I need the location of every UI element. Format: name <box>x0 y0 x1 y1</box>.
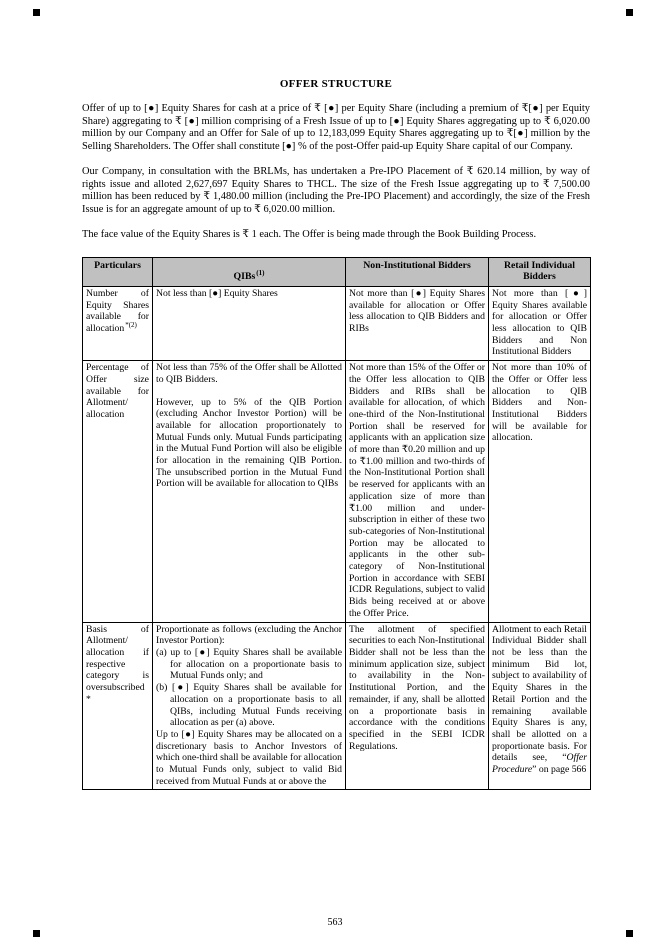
rib-basis-text-start: Allotment to each Retail Individual Bidder shall not be less than the minimum Bid lot, subject to availability of Equity Shares in the Retail Portion and the remaining available Equity Shares is any, shall be allotted on a proportionate basis. For details see, “ <box>492 623 587 764</box>
page-number: 563 <box>327 917 343 928</box>
particulars-text: Number of Equity Shares available for allocation <box>86 287 149 335</box>
cell-qib-number-of-shares: Not less than [●] Equity Shares <box>153 286 346 360</box>
cell-qib-percentage: Not less than 75% of the Offer shall be Allotted to QIB Bidders. However, up to 5% of the QIB Portion (excluding Anchor Investor Portion) will be available for allocation proportionately to Mutual Funds only. Mutual Funds participating in the Mutual Fund Portion will also be eligible for allocation in the remaining QIB Portion. The unsubscribed portion in the Mutual Fund Portion will be available for allocation to QIBs <box>153 361 346 622</box>
rib-basis-text-end: ” on page 566 <box>532 764 587 776</box>
header-qibs-footnote-marker: (1) <box>256 268 265 277</box>
cell-rib-percentage: Not more than 10% of the Offer or Offer less allocation to QIB Bidders and Non-Institutional Bidders will be available for allocation. <box>489 361 591 622</box>
crop-mark-bottom-left <box>33 930 40 937</box>
cell-rib-number-of-shares: Not more than [●] Equity Shares available for allocation or Offer less allocation to QIB Bidders and Non Institutional Bidders <box>489 286 591 360</box>
table-header-row <box>83 257 591 286</box>
table-row-percentage-of-offer <box>83 361 591 622</box>
cell-nib-basis: The allotment of specified securities to each Non-Institutional Bidder shall not be less than the minimum application size, subject to availability in the Non-Institutional Portion, and the remainder, if any, shall be allotted on a proportionate basis in accordance with the conditions specified in the SEBI ICDR Regulations. <box>346 622 489 790</box>
crop-mark-top-right <box>626 9 633 16</box>
crop-mark-bottom-right <box>626 930 633 937</box>
table-row-number-of-shares <box>83 286 591 360</box>
cell-particulars-percentage: Percentage of Offer size available for Allotment/ allocation <box>83 361 153 622</box>
offer-structure-table <box>82 257 591 791</box>
crop-mark-top-left <box>33 9 40 16</box>
rib-basis-offer-procedure-reference: Offer Procedure <box>492 752 587 776</box>
pre-ipo-placement-paragraph: Our Company, in consultation with the BRLMs, has undertaken a Pre-IPO Placement of ₹ 620.14 million, by way of rights issue and alloted 2,627,697 Equity Shares to THCL. The size of the Fresh Issue aggregating up to ₹ 7,500.00 million has been reduced by ₹ 1,480.00 million (including the Pre-IPO Placement) and accordingly, the size of the Fresh Issue is for an aggregate amount of up to ₹ 6,020.00 million. <box>82 166 590 215</box>
offer-summary-paragraph: Offer of up to [●] Equity Shares for cash at a price of ₹ [●] per Equity Share (including a premium of ₹[●] per Equity Share) aggregating to ₹ [●] million comprising of a Fresh Issue of up to [●] Equity Shares aggregating up to ₹ 6,020.00 million by our Company and an Offer for Sale of up to 12,183,099 Equity Shares aggregating up to ₹[●] million by the Selling Shareholders. The Offer shall constitute [●] % of the post-Offer paid-up Equity Share capital of our Company. <box>82 103 590 152</box>
cell-particulars-number-of-shares <box>83 286 153 360</box>
face-value-paragraph: The face value of the Equity Shares is ₹ 1 each. The Offer is being made through the Book Building Process. <box>82 229 537 240</box>
header-retail-individual-bidders: Retail Individual Bidders <box>489 257 591 286</box>
cell-qib-basis: Proportionate as follows (excluding the Anchor Investor Portion): (a) up to [●] Equity Shares shall be available for allocation on a proportionate basis to Mutual Funds only; and (b) [●] Equity Shares shall be available for allocation on a proportionate basis to all QIBs, including Mutual Funds receiving allocation as per (a) above. Up to [●] Equity Shares may be allocated on a discretionary basis to Anchor Investors of which one-third shall be available for allocation to Mutual Funds only, subject to valid Bid received from Mutual Funds at or above the <box>153 622 346 790</box>
cell-nib-number-of-shares: Not more than [●] Equity Shares available for allocation or Offer less allocation to QIB Bidders and RIBs <box>346 286 489 360</box>
page-content <box>82 0 590 790</box>
header-qibs <box>153 257 346 286</box>
page-title: OFFER STRUCTURE <box>279 78 393 90</box>
header-non-institutional-bidders: Non-Institutional Bidders <box>346 257 489 286</box>
cell-nib-percentage: Not more than 15% of the Offer or the Offer less allocation to QIB Bidders and RIBs shall be available for allocation, of which one-third of the Non-Institutional Portion shall be reserved for applicants with an application size of more than ₹0.20 million and up to ₹1.00 million and two-thirds of the Non-Institutional Portion shall be reserved for applicants with an application size of more than ₹1.00 million and under-subscription in either of these two sub-categories of Non-Institutional Portion may be allocated to applicants in the other sub-category of Non-Institutional Portion in accordance with SEBI ICDR Regulations, subject to valid Bids being received at or above the Offer Price. <box>346 361 489 622</box>
header-particulars: Particulars <box>83 257 153 286</box>
table-row-basis-of-allotment <box>83 622 591 790</box>
cell-rib-basis <box>489 622 591 790</box>
particulars-footnote-marker: *(2) <box>125 320 137 329</box>
cell-particulars-basis: Basis of Allotment/ allocation if respective category is oversubscribed * <box>83 622 153 790</box>
header-qibs-label: QIBs <box>233 271 256 283</box>
